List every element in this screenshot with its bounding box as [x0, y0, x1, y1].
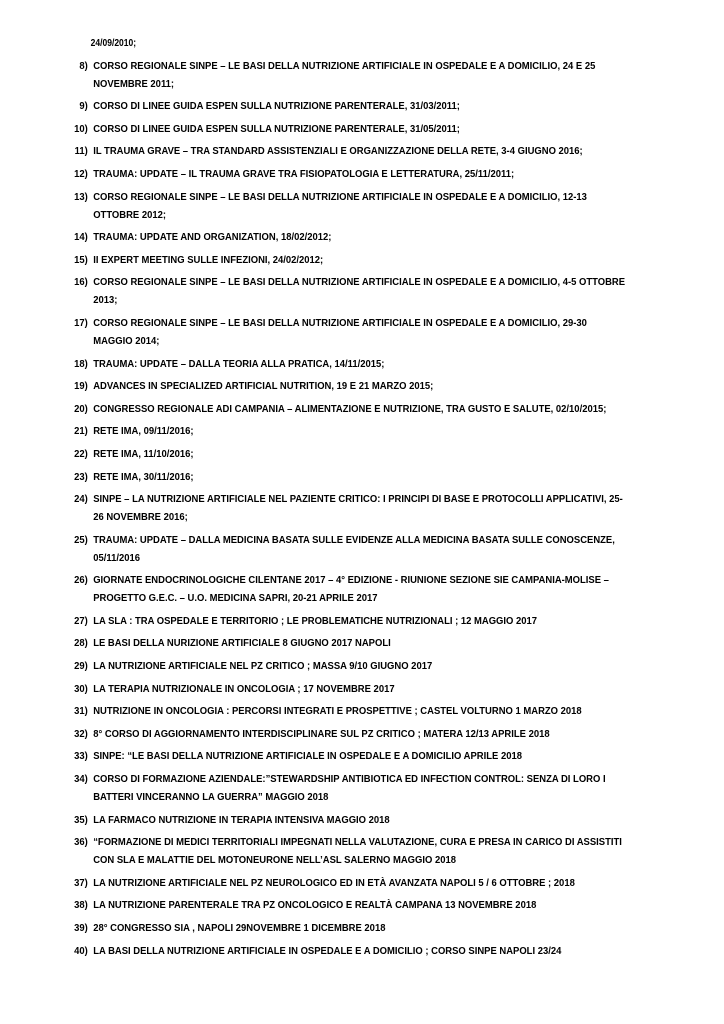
list-item [68, 896, 628, 914]
list-item [68, 165, 628, 183]
list-item-text: RETE IMA, 11/10/2016; [93, 447, 194, 460]
list-item [68, 702, 628, 720]
list-item [68, 377, 628, 395]
list-item-number: 28) [74, 637, 88, 650]
list-item-number: 26) [74, 574, 88, 587]
list-item-text: CONGRESSO REGIONALE ADI CAMPANIA – ALIMENTAZIONE E NUTRIZIONE, TRA GUSTO E SALUTE, 02/10/2015; [93, 402, 607, 415]
list-item-number: 32) [74, 727, 88, 740]
list-item-text: LE BASI DELLA NURIZIONE ARTIFICIALE 8 GIUGNO 2017 NAPOLI [93, 637, 391, 650]
list-item-text: SINPE: “LE BASI DELLA NUTRIZIONE ARTIFICIALE IN OSPEDALE E A DOMICILIO APRILE 2018 [93, 750, 522, 763]
list-item [68, 188, 628, 224]
list-item-number: 38) [74, 899, 88, 912]
list-item-text: TRAUMA: UPDATE – IL TRAUMA GRAVE TRA FISIOPATOLOGIA E LETTERATURA, 25/11/2011; [93, 167, 515, 180]
list-item [68, 770, 628, 806]
list-item-text: LA TERAPIA NUTRIZIONALE IN ONCOLOGIA ; 17 NOVEMBRE 2017 [93, 682, 395, 695]
continuation-line: 24/09/2010; [90, 37, 137, 49]
list-item-number: 17) [74, 316, 88, 329]
list-item-number: 34) [74, 773, 88, 786]
list-item-text: CORSO REGIONALE SINPE – LE BASI DELLA NUTRIZIONE ARTIFICIALE IN OSPEDALE E A DOMICILIO, 4-5 OTTOBRE 2013; [93, 276, 626, 307]
list-item-text: LA NUTRIZIONE PARENTERALE TRA PZ ONCOLOGICO E REALTÀ CAMPANA 13 NOVEMBRE 2018 [93, 899, 537, 912]
list-item-text: GIORNATE ENDOCRINOLOGICHE CILENTANE 2017 – 4° EDIZIONE - RIUNIONE SEZIONE SIE CAMPANIA-MOLISE – PROGETTO G.E.C. – U.O. MEDICINA SAPRI, 20-21 APRILE 2017 [93, 574, 609, 605]
list-item-number: 13) [74, 190, 88, 203]
list-item [68, 680, 628, 698]
list-item-number: 19) [74, 380, 88, 393]
list-item [68, 97, 628, 115]
list-item [68, 273, 628, 309]
list-item-number: 14) [74, 231, 88, 244]
course-list [68, 34, 628, 960]
list-item-number: 16) [74, 276, 88, 289]
list-item-number: 24) [74, 493, 88, 506]
list-item-number: 29) [74, 660, 88, 673]
list-item-number: 12) [74, 167, 88, 180]
list-item [68, 120, 628, 138]
list-item-text: LA FARMACO NUTRIZIONE IN TERAPIA INTENSIVA MAGGIO 2018 [93, 813, 390, 826]
list-item [68, 747, 628, 765]
list-item [68, 531, 628, 567]
list-item-number: 37) [74, 876, 88, 889]
list-items [68, 57, 628, 960]
list-item-text: CORSO REGIONALE SINPE – LE BASI DELLA NUTRIZIONE ARTIFICIALE IN OSPEDALE E A DOMICILIO, 24 E 25 NOVEMBRE 2011; [93, 59, 596, 90]
list-item [68, 571, 628, 607]
list-item [68, 57, 628, 93]
list-item [68, 657, 628, 675]
list-item [68, 251, 628, 269]
list-item-number: 21) [74, 425, 88, 438]
list-item-text: SINPE – LA NUTRIZIONE ARTIFICIALE NEL PAZIENTE CRITICO: I PRINCIPI DI BASE E PROTOCOLLI APPLICATIVI, 25-26 NOVEMBRE 2016; [93, 493, 623, 524]
list-item-text: TRAUMA: UPDATE – DALLA TEORIA ALLA PRATICA, 14/11/2015; [93, 357, 385, 370]
list-item-number: 40) [74, 944, 88, 957]
list-item-text: NUTRIZIONE IN ONCOLOGIA : PERCORSI INTEGRATI E PROSPETTIVE ; CASTEL VOLTURNO 1 MARZO 2018 [93, 705, 582, 718]
list-item-number: 33) [74, 750, 88, 763]
list-item-number: 10) [74, 122, 88, 135]
list-item-text: CORSO REGIONALE SINPE – LE BASI DELLA NUTRIZIONE ARTIFICIALE IN OSPEDALE E A DOMICILIO, 29-30 MAGGIO 2014; [93, 316, 587, 347]
list-item [68, 445, 628, 463]
list-item [68, 725, 628, 743]
list-item-number: 9) [79, 100, 88, 113]
list-item-number: 20) [74, 402, 88, 415]
list-item-text: CORSO DI FORMAZIONE AZIENDALE:”STEWARDSHIP ANTIBIOTICA ED INFECTION CONTROL: SENZA DI LORO I BATTERI VINCERANNO LA GUERRA” MAGGIO 2018 [93, 773, 606, 804]
list-item-number: 15) [74, 253, 88, 266]
list-item-text: TRAUMA: UPDATE – DALLA MEDICINA BASATA SULLE EVIDENZE ALLA MEDICINA BASATA SULLE CONOSCENZE, 05/11/2016 [93, 533, 615, 564]
list-item-number: 11) [74, 145, 88, 158]
list-item [68, 634, 628, 652]
list-item-text: LA NUTRIZIONE ARTIFICIALE NEL PZ NEUROLOGICO ED IN ETÀ AVANZATA NAPOLI 5 / 6 OTTOBRE ; 2018 [93, 876, 575, 889]
list-item [68, 228, 628, 246]
list-item-text: RETE IMA, 09/11/2016; [93, 425, 194, 438]
list-item-number: 31) [74, 705, 88, 718]
list-item-number: 35) [74, 813, 88, 826]
list-item-number: 36) [74, 836, 88, 849]
list-item-number: 23) [74, 470, 88, 483]
list-item-number: 25) [74, 533, 88, 546]
list-item-text: IL TRAUMA GRAVE – TRA STANDARD ASSISTENZIALI E ORGANIZZAZIONE DELLA RETE, 3-4 GIUGNO 2016; [93, 145, 583, 158]
list-item-number: 39) [74, 922, 88, 934]
list-item [68, 833, 628, 869]
list-item [68, 942, 628, 960]
list-item-text: TRAUMA: UPDATE AND ORGANIZATION, 18/02/2012; [93, 231, 332, 244]
list-item [68, 919, 628, 937]
list-item [68, 422, 628, 440]
list-item-number: 8) [79, 59, 88, 72]
list-item-number: 18) [74, 357, 88, 370]
list-item-text: CORSO DI LINEE GUIDA ESPEN SULLA NUTRIZIONE PARENTERALE, 31/03/2011; [93, 100, 460, 113]
list-item [68, 142, 628, 160]
list-item [68, 400, 628, 418]
list-item-text: “FORMAZIONE DI MEDICI TERRITORIALI IMPEGNATI NELLA VALUTAZIONE, CURA E PRESA IN CARICO DI ASSISTITI CON SLA E MALATTIE DEL MOTONEURONE NELL’ASL SALERNO MAGGIO 2018 [93, 836, 622, 867]
list-item [68, 468, 628, 486]
list-item-number: 27) [74, 614, 88, 627]
list-item [68, 490, 628, 526]
list-item-text: CORSO DI LINEE GUIDA ESPEN SULLA NUTRIZIONE PARENTERALE, 31/05/2011; [93, 122, 460, 135]
list-item-text: II EXPERT MEETING SULLE INFEZIONI, 24/02/2012; [93, 253, 324, 266]
list-item-text: LA NUTRIZIONE ARTIFICIALE NEL PZ CRITICO ; MASSA 9/10 GIUGNO 2017 [93, 660, 433, 673]
list-item [68, 314, 628, 350]
list-item-text: 28° CONGRESSO SIA , NAPOLI 29NOVEMBRE 1 DICEMBRE 2018 [93, 922, 386, 934]
list-item [68, 874, 628, 892]
list-item-number: 30) [74, 682, 88, 695]
list-item [68, 355, 628, 373]
list-item-text: LA BASI DELLA NUTRIZIONE ARTIFICIALE IN OSPEDALE E A DOMICILIO ; CORSO SINPE NAPOLI 23/24 [93, 944, 562, 957]
list-item-text: 8° CORSO DI AGGIORNAMENTO INTERDISCIPLINARE SUL PZ CRITICO ; MATERA 12/13 APRILE 2018 [93, 727, 550, 740]
list-item [68, 612, 628, 630]
list-item-text: RETE IMA, 30/11/2016; [93, 470, 194, 483]
list-item-number: 22) [74, 447, 88, 460]
list-item [68, 811, 628, 829]
list-item-text: LA SLA : TRA OSPEDALE E TERRITORIO ; LE PROBLEMATICHE NUTRIZIONALI ; 12 MAGGIO 2017 [93, 614, 538, 627]
list-item-text: CORSO REGIONALE SINPE – LE BASI DELLA NUTRIZIONE ARTIFICIALE IN OSPEDALE E A DOMICILIO, 12-13 OTTOBRE 2012; [93, 190, 587, 221]
list-item-text: ADVANCES IN SPECIALIZED ARTIFICIAL NUTRITION, 19 E 21 MARZO 2015; [93, 380, 434, 393]
